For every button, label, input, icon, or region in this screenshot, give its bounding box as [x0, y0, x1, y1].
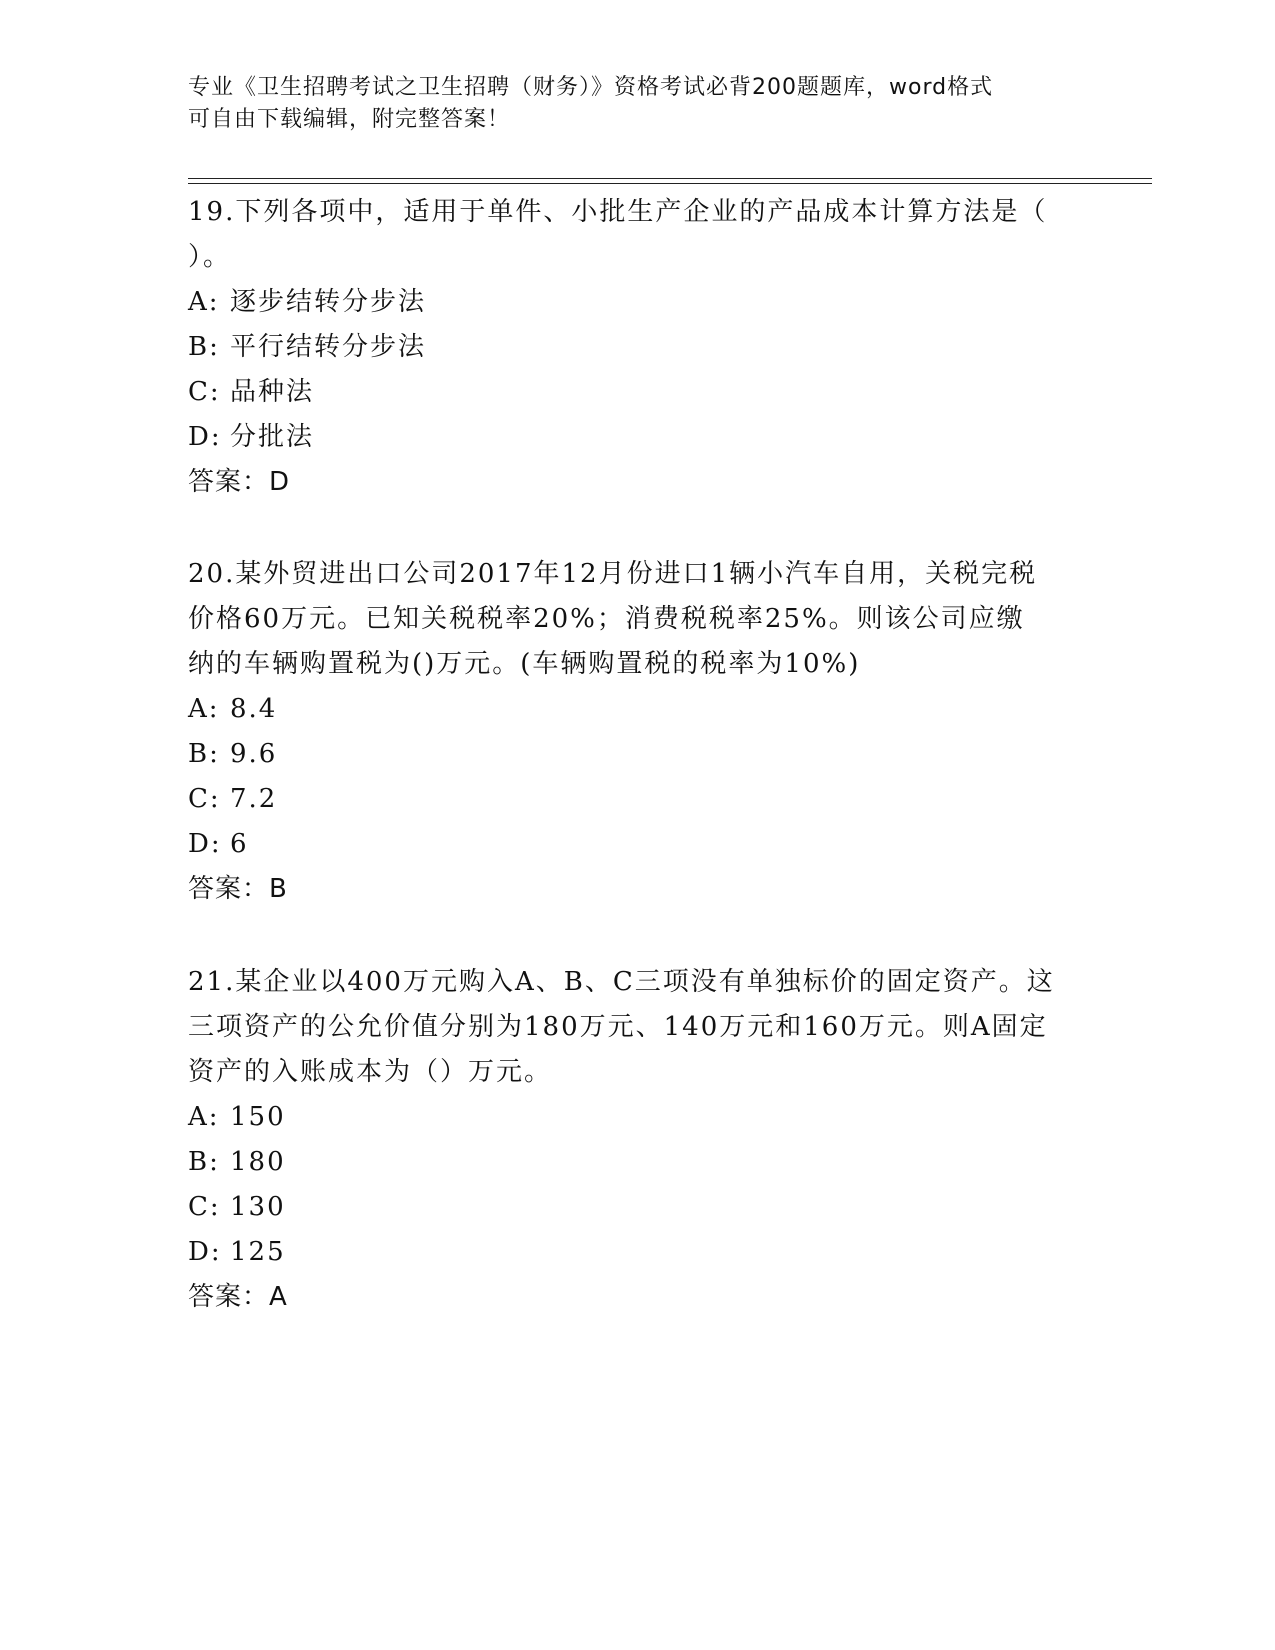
- option-a: [188, 280, 1088, 325]
- option-text: 逐步结转分步法: [230, 287, 427, 317]
- question-19: [188, 190, 1088, 505]
- option-c: [188, 370, 1088, 415]
- option-text: 平行结转分步法: [230, 332, 427, 362]
- option-text: 品种法: [230, 377, 315, 407]
- option-letter: C:: [188, 377, 221, 407]
- question-stem-line: 价格60万元。已知关税税率20%；消费税税率25%。则该公司应缴: [188, 604, 1025, 634]
- option-text: 125: [230, 1237, 286, 1267]
- option-letter: B:: [188, 1147, 220, 1177]
- question-stem-line: 20.某外贸进出口公司2017年12月份进口1辆小汽车自用，关税完税: [188, 559, 1038, 589]
- option-letter: B:: [188, 332, 220, 362]
- option-letter: D:: [188, 422, 222, 452]
- option-letter: A:: [188, 1102, 220, 1132]
- option-d: [188, 1230, 1088, 1275]
- option-b: [188, 732, 1088, 777]
- option-letter: D:: [188, 1237, 222, 1267]
- option-text: 7.2: [230, 784, 278, 814]
- header-line-2: 可自由下载编辑，附完整答案！: [188, 107, 511, 132]
- option-text: 6: [230, 829, 249, 859]
- option-text: 9.6: [230, 739, 278, 769]
- question-stem-line: 资产的入账成本为（）万元。: [188, 1057, 553, 1087]
- header-divider-bottom: [188, 183, 1152, 184]
- option-a: [188, 1095, 1088, 1140]
- answer-line: 答案：B: [188, 874, 288, 904]
- option-letter: D:: [188, 829, 222, 859]
- option-letter: B:: [188, 739, 220, 769]
- question-stem-line: ）。: [188, 242, 232, 272]
- option-letter: C:: [188, 784, 221, 814]
- document-header: [188, 72, 1088, 136]
- question-20: [188, 552, 1088, 912]
- option-letter: A:: [188, 694, 220, 724]
- option-letter: C:: [188, 1192, 221, 1222]
- header-divider-top: [188, 178, 1152, 179]
- question-stem-line: 纳的车辆购置税为()万元。(车辆购置税的税率为10%): [188, 649, 861, 679]
- question-stem-line: 21.某企业以400万元购入A、B、C三项没有单独标价的固定资产。这: [188, 967, 1055, 997]
- option-d: [188, 822, 1088, 867]
- option-text: 分批法: [230, 422, 315, 452]
- answer-line: 答案：D: [188, 467, 291, 497]
- option-c: [188, 777, 1088, 822]
- option-letter: A:: [188, 287, 220, 317]
- option-text: 8.4: [230, 694, 278, 724]
- option-c: [188, 1185, 1088, 1230]
- option-a: [188, 687, 1088, 732]
- answer-line: 答案：A: [188, 1282, 288, 1312]
- question-stem-line: 三项资产的公允价值分别为180万元、140万元和160万元。则A固定: [188, 1012, 1048, 1042]
- option-b: [188, 1140, 1088, 1185]
- option-text: 130: [230, 1192, 286, 1222]
- option-text: 180: [230, 1147, 286, 1177]
- option-d: [188, 415, 1088, 460]
- question-21: [188, 960, 1088, 1320]
- option-text: 150: [230, 1102, 286, 1132]
- header-line-1: 专业《卫生招聘考试之卫生招聘（财务）》资格考试必背200题题库，word格式: [188, 75, 994, 100]
- option-b: [188, 325, 1088, 370]
- question-stem-line: 19.下列各项中，适用于单件、小批生产企业的产品成本计算方法是（: [188, 197, 1048, 227]
